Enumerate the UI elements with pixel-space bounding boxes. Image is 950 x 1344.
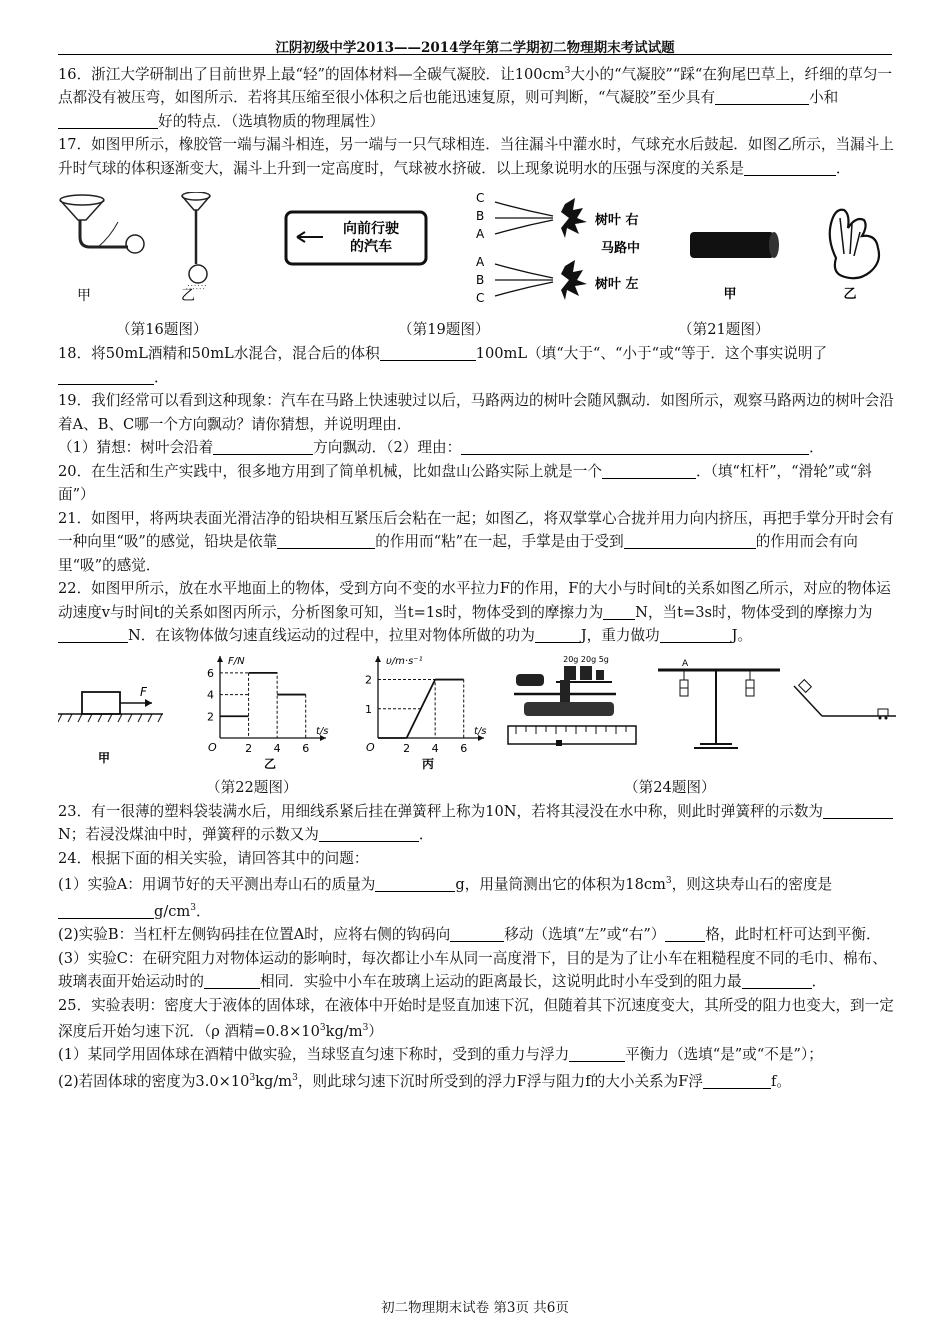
answer-blank[interactable] (213, 438, 313, 455)
exam-content (58, 60, 894, 1093)
answer-blank[interactable] (58, 626, 128, 643)
label-jia: 甲 (723, 287, 737, 303)
answer-blank[interactable] (715, 88, 809, 105)
question-19-answers: （1）猜想：树叶会沿着 方向飘动．（2）理由： ． (58, 439, 824, 457)
question-24: 24．根据下面的相关实验，请回答其中的问题： (58, 849, 369, 867)
answer-blank[interactable] (742, 972, 812, 989)
figure-row-1 (58, 180, 894, 318)
header-rule (58, 54, 892, 55)
y-tick-label: 6 (207, 666, 214, 680)
caption-fig16: （第16题图） (116, 321, 208, 339)
answer-blank[interactable] (744, 159, 836, 176)
answer-blank[interactable] (603, 603, 635, 620)
question-20: 20．在生活和生产实践中，很多地方用到了简单机械，比如盘山公路实际上就是一个 ．（填“杠杆”，“滑轮”或“斜面”） (58, 462, 872, 504)
answer-blank[interactable] (703, 1072, 771, 1089)
label-jia: 甲 (97, 750, 111, 765)
answer-blank[interactable] (380, 344, 476, 361)
answer-blank[interactable] (724, 532, 756, 549)
figure-16 (58, 192, 258, 302)
y-axis-arrow (217, 656, 223, 662)
x-tick-label: 2 (245, 741, 253, 755)
answer-blank[interactable] (277, 532, 375, 549)
caption-fig22: （第22题图） (206, 778, 298, 796)
question-24-c: (3）实验C：在研究阻力对物体运动的影响时，每次都让小车从同一高度滑下，目的是为了让小车在粗糙程度不同的毛巾、棉布、玻璃表面开始运动时的 相同．实验中小车在玻璃上运动的距离最长，这说明此时小车受到的阻力最 ． (58, 949, 887, 991)
y-tick-label: 1 (365, 702, 372, 716)
y-tick-label: 2 (365, 673, 372, 687)
question-19: 19．我们经常可以看到这种现象：汽车在马路上快速驶过以后，马路两边的树叶会随风飘动．如图所示，观察马路两边的树叶会沿着A、B、C哪一个方向飘动？请你猜想，并说明理由． (58, 392, 894, 433)
question-18: 18．将50mL酒精和50mL水混合，混合后的体积 100mL（填“大于“、“小于“或“等于．这个事实说明了． (58, 345, 828, 386)
figure-22-jia (58, 652, 168, 770)
answer-blank[interactable] (58, 368, 154, 385)
answer-blank[interactable] (461, 438, 809, 455)
x-tick-label: 2 (403, 741, 411, 755)
svg-text:C: C (476, 191, 485, 206)
y-tick-label: 4 (207, 688, 214, 702)
origin-label: O (366, 740, 375, 754)
question-21: 21．如图甲，将两块表面光滑洁净的铅块相互紧压后会粘在一起；如图乙，将双掌掌心合拢并用力向内挤压，再把手掌分开时会有一种向里“吸”的感觉，铅块是依靠 的作用而“粘”在一起，手掌是由于受到 的作用而会有向里“吸”的感觉． (58, 509, 894, 574)
figure-24-balance (506, 654, 640, 760)
chart-label: 丙 (421, 756, 435, 770)
x-tick-label: 4 (431, 741, 439, 755)
y-axis-arrow (375, 656, 381, 662)
figure-24-incline (790, 678, 900, 748)
answer-blank[interactable] (602, 462, 696, 479)
answer-blank[interactable] (204, 972, 260, 989)
label-yi: 乙 (181, 288, 195, 303)
figure-24-lever (654, 656, 784, 762)
svg-text:A: A (476, 227, 485, 242)
caption-row-2 (58, 776, 894, 800)
answer-blank[interactable] (665, 925, 705, 942)
car-label-line2: 的汽车 (350, 239, 392, 256)
page-header: 江阴初级中学2013——2014学年第二学期初二物理期末考试试题 (275, 40, 675, 56)
svg-text:B: B (476, 209, 485, 224)
weights-label: 20g 20g 5g (563, 654, 609, 664)
figure-22-force-chart (190, 648, 340, 770)
x-tick-label: 4 (273, 741, 281, 755)
svg-text:A: A (476, 255, 485, 270)
y-axis-label: υ/m·s⁻¹ (386, 655, 423, 667)
page-footer: 初二物理期末试卷 第3页 共6页 (381, 1300, 569, 1316)
question-25-2: (2)若固体球的密度为$3.0\times 10^3kg/m^3$，则此球匀速下沉时所受到的浮力F浮与阻力f的大小关系为F浮 f。 (58, 1072, 791, 1090)
x-axis-label: t/s (474, 725, 487, 737)
y-axis-label: F/N (228, 655, 245, 667)
leaf-right-label: 树叶 右 (595, 213, 639, 229)
caption-fig24: （第24题图） (624, 778, 716, 796)
x-tick-label: 6 (460, 741, 468, 755)
figure-22-velocity-chart (348, 648, 498, 770)
question-16: 16．浙江大学研制出了目前世界上最“轻”的固体材料—全碳气凝胶．让$100cm^3$大小的“气凝胶”“踩“在狗尾巴草上，纤细的草匀一点都没有被压弯，如图所示．若将其压缩至很小体积之后也能迅速复原，则可判断，“气凝胶”至少具有 小和好的特点．（选填物质的物理属性） (58, 65, 893, 130)
x-axis-label: t/s (316, 725, 329, 737)
figure-21 (686, 198, 896, 306)
x-tick-label: 6 (302, 741, 310, 755)
question-22: 22．如图甲所示，放在水平地面上的物体，受到方向不变的水平拉力F的作用，F的大小与时间t的关系如图乙所示，对应的物体运动速度v与时间t的关系如图丙所示，分析图象可知，当t=1s时，物体受到的摩擦力为 N，当t=3s时，物体受到的摩擦力为N．在该物体做匀速直线运动的过程中，拉里对物体所做的功为 J，重力做功 J。 (58, 580, 891, 645)
lever-a-label: A (682, 658, 689, 669)
caption-fig19: （第19题图） (398, 321, 490, 339)
question-24-a: (1）实验A：用调节好的天平测出寿山石的质量为 g，用量筒测出它的体积为$18cm^3$，则这块寿山石的密度是$g/cm^3$． (58, 876, 833, 920)
svg-text:B: B (476, 273, 485, 288)
figure-row-2 (58, 648, 894, 776)
label-jia: 甲 (77, 288, 91, 303)
answer-blank[interactable] (569, 1045, 625, 1062)
svg-text:C: C (476, 291, 485, 306)
question-25: 25．实验表明：密度大于液体的固体球，在液体中开始时是竖直加速下沉，但随着其下沉速度变大，其所受的阻力也变大，到一定深度后开始匀速下沉．（ρ 酒精$=0.8\times 10^3kg/m^3$） (58, 996, 894, 1040)
road-label: 马路中 (601, 241, 641, 257)
answer-blank[interactable] (535, 626, 581, 643)
question-25-1: (1）某同学用固体球在酒精中做实验，当球竖直匀速下称时，受到的重力与浮力 平衡力（选填“是”或“不是”）； (58, 1046, 823, 1064)
guide-line (220, 673, 249, 738)
question-23: 23．有一很薄的塑料袋装满水后，用细线系紧后挂在弹簧秤上称为10N，若将其浸没在水中称，则此时弹簧秤的示数为N；若浸没煤油中时，弹簧秤的示数又为 ． (58, 800, 894, 847)
force-label: F (140, 684, 147, 699)
svg-text:∴∵∴∵: ∴∵∴∵ (185, 283, 207, 293)
question-24-b: (2)实验B：当杠杆左侧钩码挂在位置A时，应将右侧的钩码向 移动（选填“左”或“右”） 格，此时杠杆可达到平衡． (58, 926, 881, 944)
answer-blank[interactable] (624, 532, 724, 549)
answer-blank[interactable] (660, 626, 732, 643)
car-label-line1: 向前行驶 (343, 221, 399, 238)
answer-blank[interactable] (58, 112, 158, 129)
y-tick-label: 2 (207, 710, 214, 724)
origin-label: O (208, 740, 217, 754)
answer-blank[interactable] (375, 875, 455, 892)
leaf-left-label: 树叶 左 (595, 277, 639, 293)
caption-row-1 (58, 318, 894, 342)
guide-line (378, 679, 435, 737)
figure-19 (283, 188, 673, 308)
answer-blank[interactable] (58, 902, 154, 919)
answer-blank[interactable] (450, 925, 504, 942)
label-yi: 乙 (843, 287, 857, 303)
answer-blank[interactable] (823, 802, 893, 819)
question-17: 17．如图甲所示，橡胶管一端与漏斗相连，另一端与一只气球相连．当往漏斗中灌水时，气球充水后鼓起．如图乙所示，当漏斗上升时气球的体积逐渐变大，漏斗上升到一定高度时，气球被水挤破．以上现象说明水的压强与深度的关系是 ． (58, 136, 894, 177)
chart-label: 乙 (263, 756, 277, 770)
answer-blank[interactable] (319, 825, 419, 842)
caption-fig21: （第21题图） (678, 321, 770, 339)
